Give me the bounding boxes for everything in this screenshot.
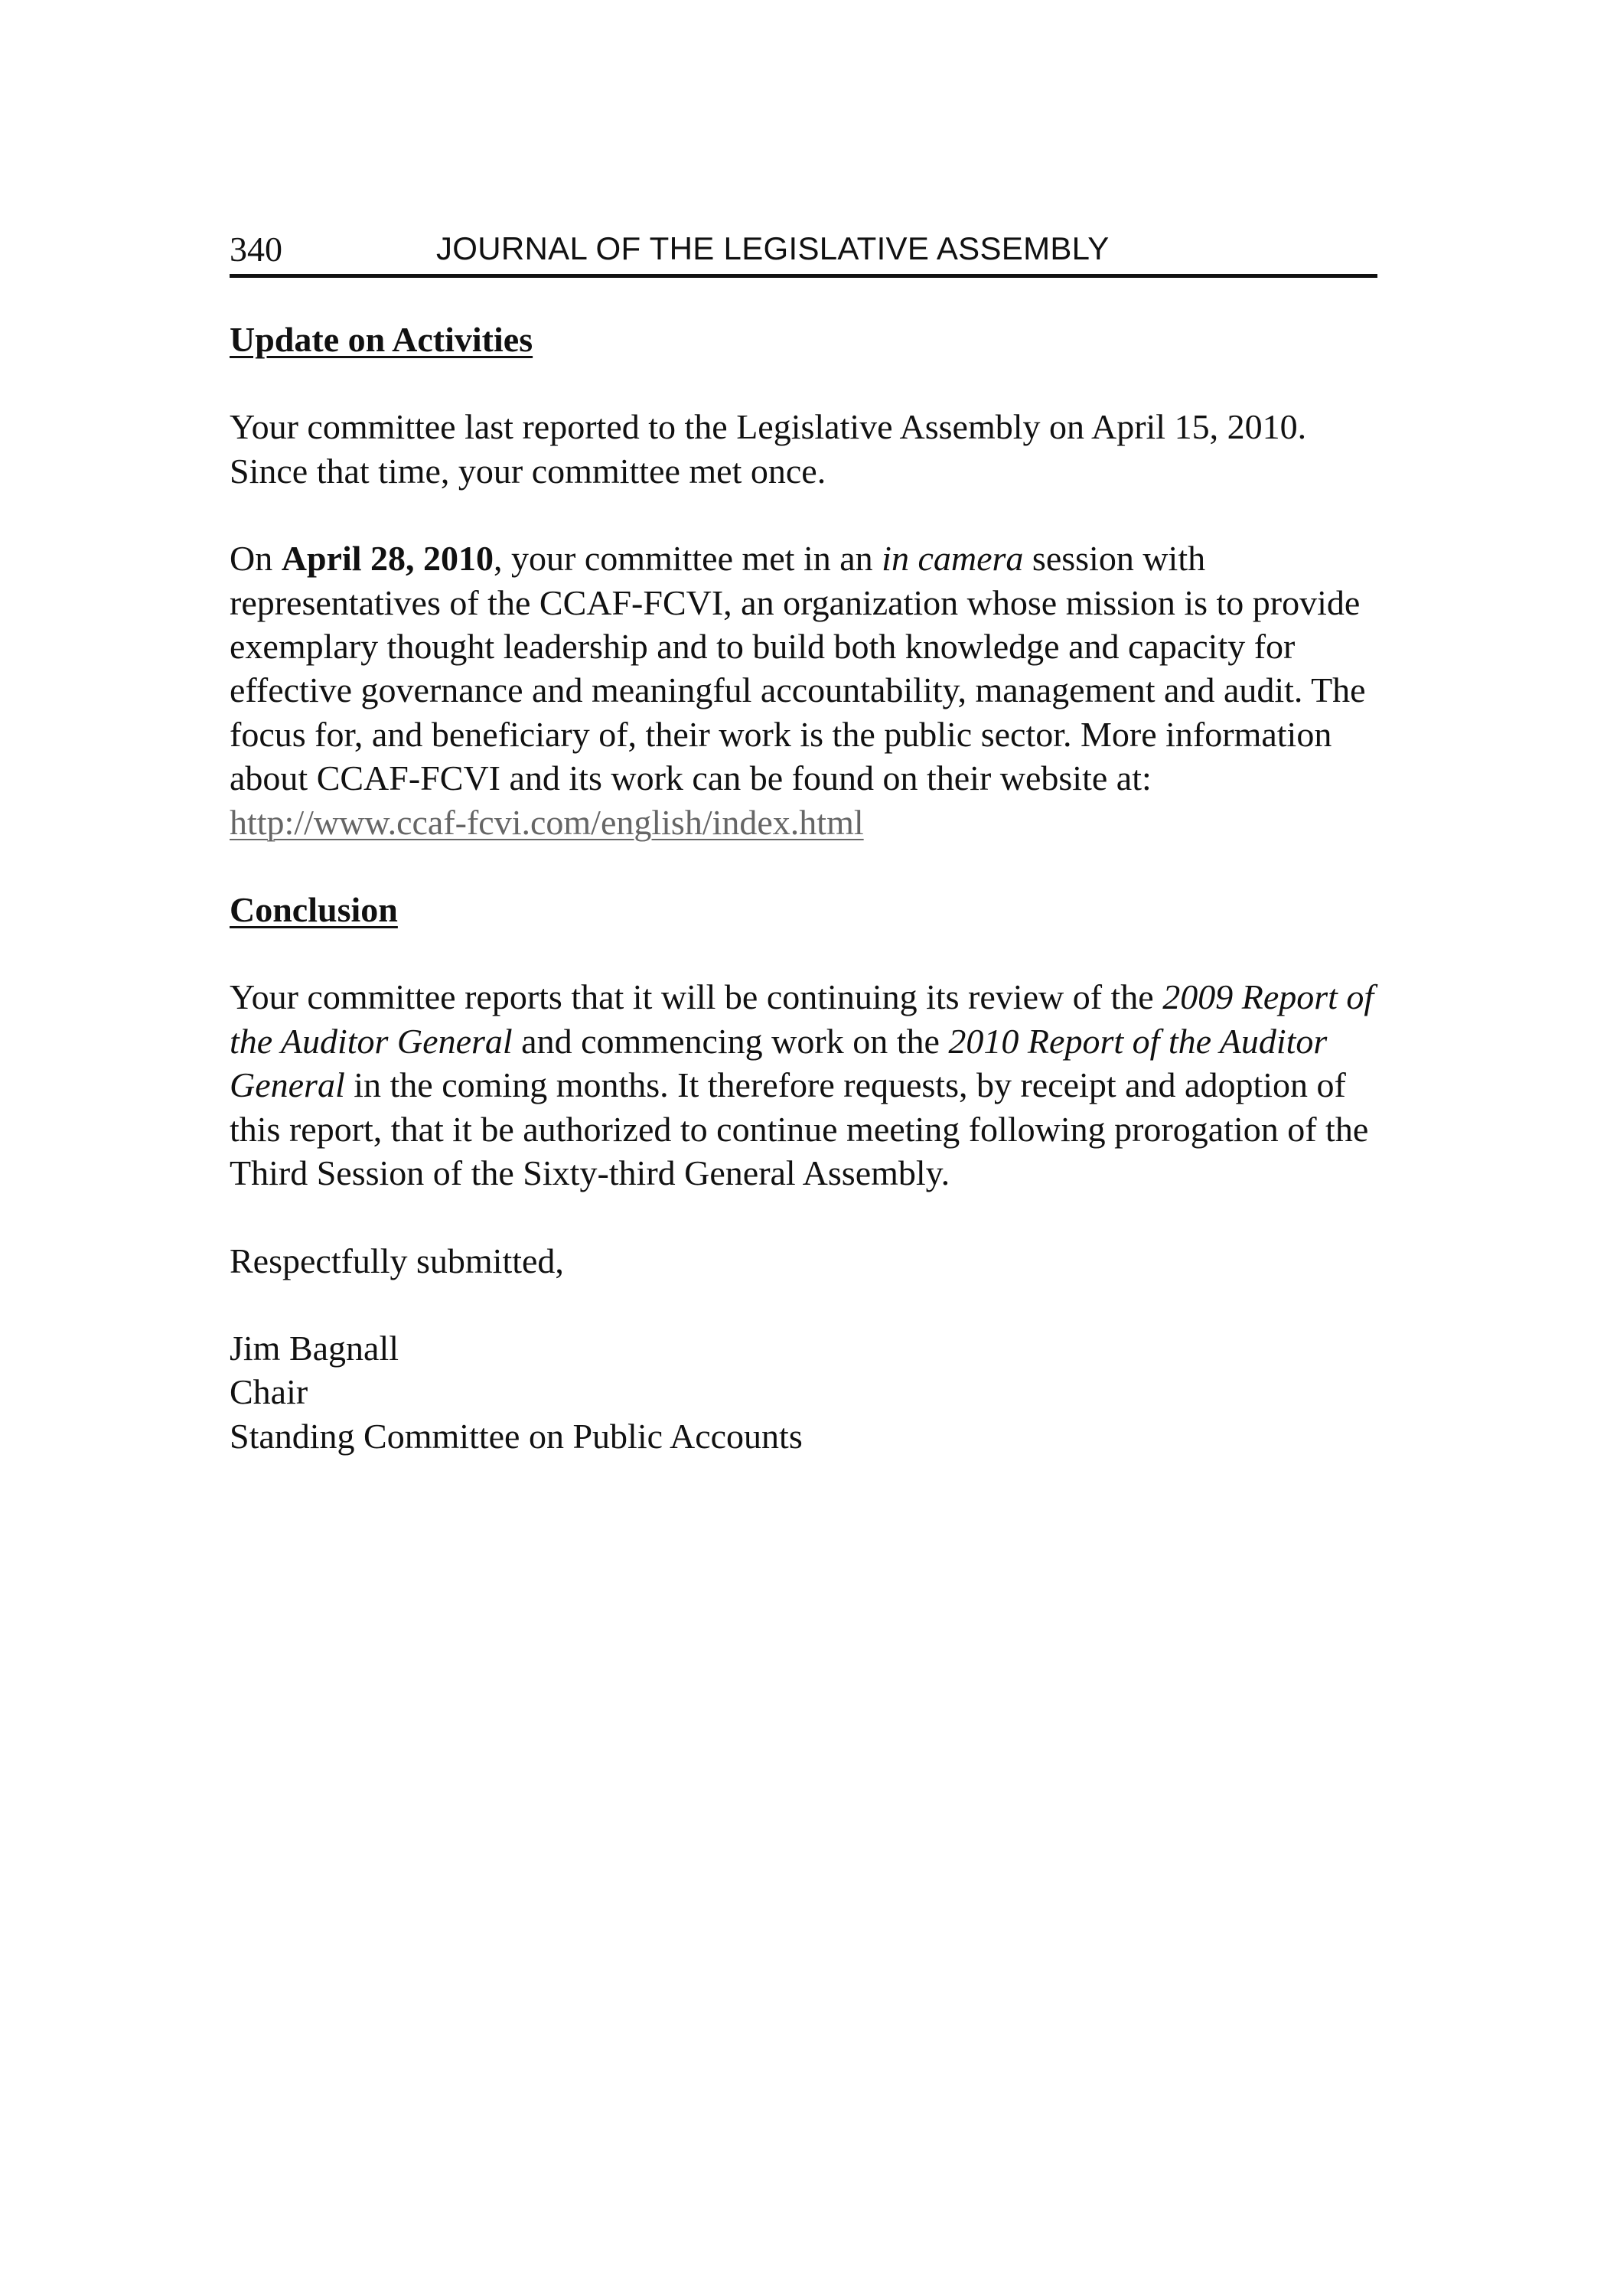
update-paragraph-1: Your committee last reported to the Legislative Assembly on April 15, 2010. Since that time, your committee met once. (230, 407, 1307, 491)
para2-prefix: On (230, 539, 282, 579)
report-2010-title: 2010 Report of the Auditor General (230, 1021, 1328, 1105)
document-body (230, 318, 1377, 1458)
report-2009-title: 2009 Report of the Auditor General (230, 977, 1374, 1061)
page-header (230, 227, 1377, 278)
signatory-title: Chair (230, 1372, 308, 1412)
closing-salutation: Respectfully submitted, (230, 1241, 564, 1280)
conclusion-text-a: Your committee reports that it will be continuing its review of the (230, 977, 1163, 1017)
in-camera-term: in camera (882, 539, 1024, 579)
conclusion-heading: Conclusion (230, 890, 398, 930)
signatory-name: Jim Bagnall (230, 1328, 399, 1368)
conclusion-paragraph (230, 975, 1377, 1195)
conclusion-text-c: in the coming months. It therefore requests, by receipt and adoption of this report, that it be authorized to continue meeting following prorogation of the Third Session of the Sixty-third General Assembly. (230, 1065, 1369, 1193)
conclusion-text-b: and commencing work on the (512, 1021, 949, 1061)
update-heading: Update on Activities (230, 320, 533, 359)
meeting-date: April 28, 2010 (281, 539, 494, 579)
signatory-committee: Standing Committee on Public Accounts (230, 1416, 803, 1456)
update-paragraph-2 (230, 536, 1377, 844)
ccaf-website-link[interactable]: http://www.ccaf-fcvi.com/english/index.html (230, 802, 864, 842)
page-number: 340 (230, 230, 282, 269)
running-title: JOURNAL OF THE LEGISLATIVE ASSEMBLY (436, 230, 1110, 266)
signature-block (230, 1326, 1377, 1458)
para2-text-a: , your committee met in an (494, 539, 882, 579)
section-heading-conclusion (230, 888, 1377, 931)
para2-text-b: session with representatives of the CCAF-FCVI, an organization whose mission is to provide exemplary thought leadership and to build both knowledge and capacity for effective governance and meaningful accountability, management and audit. The focus for, and beneficiary of, their work is the public sector. More information about CCAF-FCVI and its work can be found on their website at: (230, 539, 1366, 798)
section-heading-update (230, 318, 1377, 361)
document-page (230, 0, 1377, 2296)
